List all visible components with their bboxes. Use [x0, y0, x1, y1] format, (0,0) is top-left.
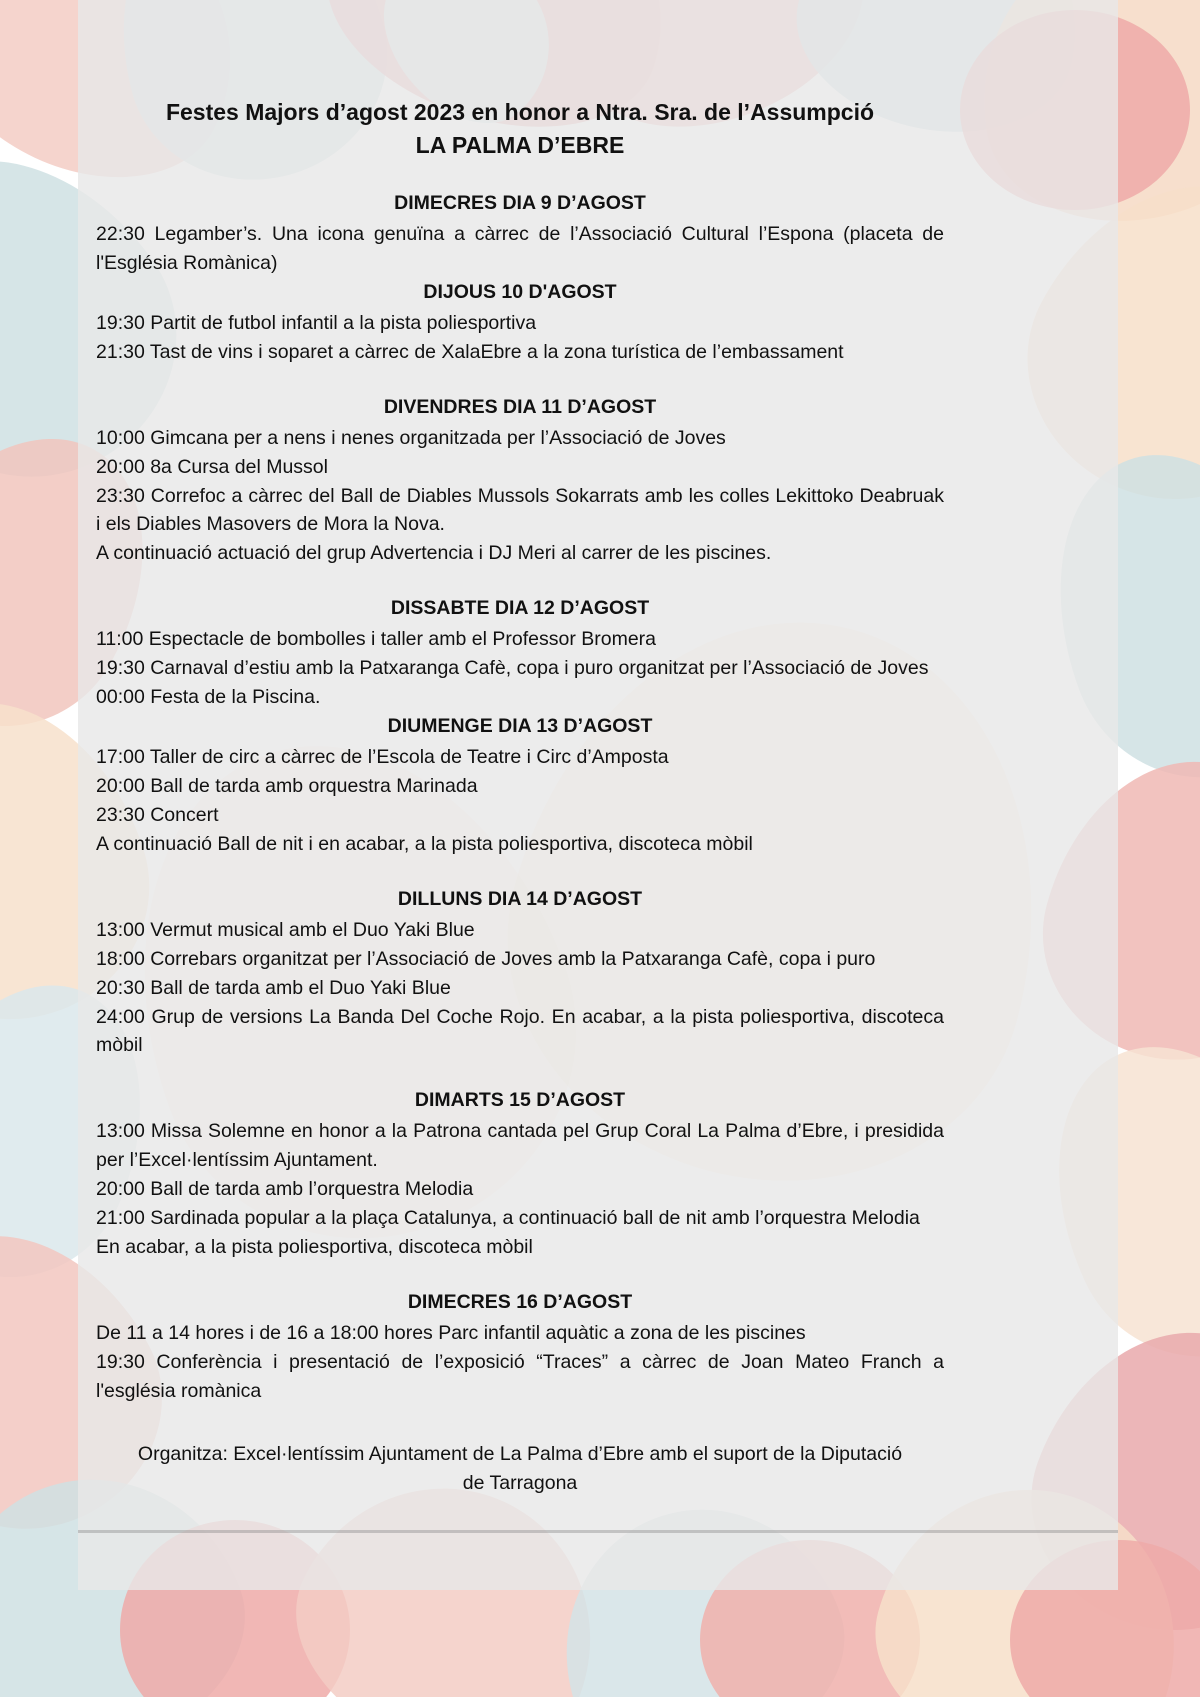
day-block [96, 278, 944, 367]
day-heading: DILLUNS DIA 14 D’AGOST [397, 887, 643, 910]
event-line: 18:00 Correbars organitzat per l’Associació de Joves amb la Patxaranga Cafè, copa i puro [96, 947, 876, 970]
event-line: 00:00 Festa de la Piscina. [96, 686, 321, 709]
event-line: 21:00 Sardinada popular a la plaça Catalunya, a continuació ball de nit amb l’orquestra Melodia [96, 1207, 920, 1230]
day-block [96, 1086, 944, 1262]
event-line: 20:00 Ball de tarda amb orquestra Marinada [96, 775, 478, 798]
event-line: 20:30 Ball de tarda amb el Duo Yaki Blue [96, 976, 451, 999]
event-line: A continuació Ball de nit i en acabar, a la pista poliesportiva, discoteca mòbil [96, 832, 753, 855]
day-block [96, 189, 944, 278]
page-title [96, 96, 944, 163]
event-line: 24:00 Grup de versions La Banda Del Coche Rojo. En acabar, a la pista poliesportiva, discoteca mòbil [96, 1005, 944, 1057]
event-line: De 11 a 14 hores i de 16 a 18:00 hores Parc infantil aquàtic a zona de les piscines [96, 1322, 806, 1345]
event-line: A continuació actuació del grup Advertencia i DJ Meri al carrer de les piscines. [96, 542, 772, 565]
section-spacer [96, 367, 944, 393]
day-block [96, 712, 944, 859]
organizer-note [96, 1440, 944, 1499]
organizer-line1: Organitza: Excel·lentíssim Ajuntament de La Palma d’Ebre amb el suport de la Diputació [137, 1442, 903, 1465]
event-line: 23:30 Correfoc a càrrec del Ball de Diables Mussols Sokarrats amb les colles Lekittoko Deabruak i els Diables Masovers de Mora la Nova. [96, 484, 944, 536]
day-heading: DIMECRES DIA 9 D’AGOST [394, 191, 646, 214]
event-line: 23:30 Concert [96, 803, 219, 826]
event-line: 11:00 Espectacle de bombolles i taller amb el Professor Bromera [96, 628, 656, 651]
event-line: 21:30 Tast de vins i soparet a càrrec de XalaEbre a la zona turística de l’embassament [96, 340, 844, 363]
page-title-line2: LA PALMA D’EBRE [415, 132, 625, 159]
day-heading: DIMECRES 16 D’AGOST [407, 1290, 633, 1313]
day-block [96, 1288, 944, 1406]
section-spacer [96, 1262, 944, 1288]
event-line: 19:30 Partit de futbol infantil a la pista poliesportiva [96, 311, 537, 334]
event-line: 10:00 Gimcana per a nens i nenes organitzada per l’Associació de Joves [96, 426, 726, 449]
event-line: 20:00 8a Cursa del Mussol [96, 455, 328, 478]
day-heading: DIVENDRES DIA 11 D’AGOST [383, 395, 657, 418]
day-heading: DIJOUS 10 D'AGOST [423, 280, 617, 303]
day-heading: DISSABTE DIA 12 D’AGOST [390, 597, 650, 620]
event-line: 22:30 Legamber’s. Una icona genuïna a càrrec de l’Associació Cultural l’Espona (placeta de l'Església Romànica) [96, 222, 944, 274]
event-line: 13:00 Vermut musical amb el Duo Yaki Blue [96, 918, 475, 941]
event-line: 20:00 Ball de tarda amb l’orquestra Melodia [96, 1178, 474, 1201]
day-block [96, 594, 944, 712]
day-heading: DIUMENGE DIA 13 D’AGOST [387, 715, 653, 737]
footer-divider [78, 1530, 1118, 1533]
event-line: 19:30 Conferència i presentació de l’exposició “Traces” a càrrec de Joan Mateo Franch a l'església romànica [96, 1350, 944, 1402]
day-heading: DIMARTS 15 D’AGOST [414, 1089, 626, 1112]
event-line: 17:00 Taller de circ a càrrec de l’Escola de Teatre i Circ d’Amposta [96, 746, 669, 769]
event-line: En acabar, a la pista poliesportiva, discoteca mòbil [96, 1235, 533, 1258]
day-block [96, 393, 944, 569]
organizer-line2: de Tarragona [462, 1471, 578, 1494]
section-spacer [96, 1060, 944, 1086]
section-spacer [96, 568, 944, 594]
section-spacer [96, 859, 944, 885]
page-title-line1: Festes Majors d’agost 2023 en honor a Ntra. Sra. de l’Assumpció [165, 99, 875, 125]
event-line: 19:30 Carnaval d’estiu amb la Patxaranga Cafè, copa i puro organitzat per l’Associació de Joves [96, 657, 929, 680]
day-block [96, 885, 944, 1061]
event-line: 13:00 Missa Solemne en honor a la Patrona cantada pel Grup Coral La Palma d’Ebre, i presidida per l’Excel·lentíssim Ajuntament. [96, 1120, 944, 1172]
